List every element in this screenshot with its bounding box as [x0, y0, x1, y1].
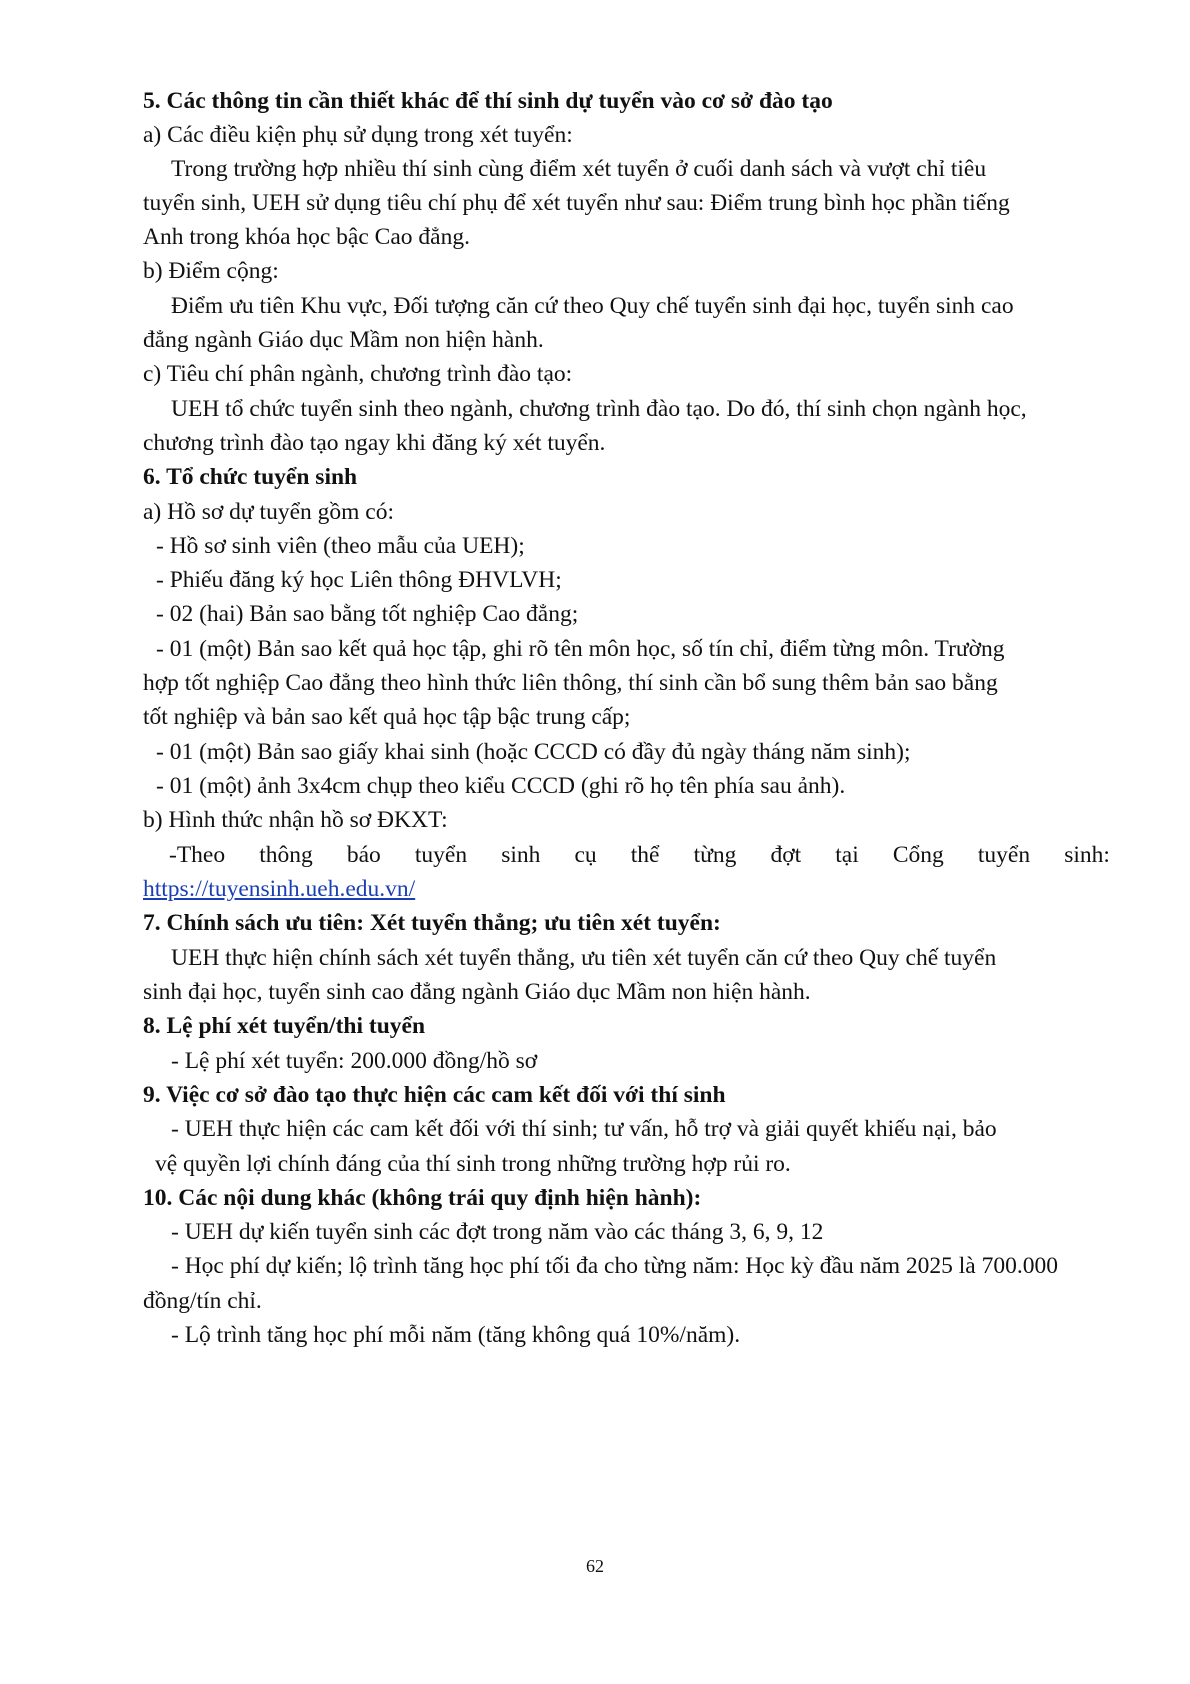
s5-a-title: a) Các điều kiện phụ sử dụng trong xét tuyển: — [143, 122, 573, 148]
s6-b-word: -Theo — [169, 842, 226, 868]
s9-line-1: - UEH thực hiện các cam kết đối với thí sinh; tư vấn, hỗ trợ và giải quyết khiếu nại, bảo — [171, 1116, 997, 1142]
s10-line-1: - UEH dự kiến tuyển sinh các đợt trong năm vào các tháng 3, 6, 9, 12 — [171, 1219, 824, 1245]
s6-b-word: Cổng — [892, 842, 944, 868]
section-6-heading: 6. Tổ chức tuyển sinh — [143, 464, 358, 490]
s6-b-word: sinh: — [1064, 842, 1110, 868]
s6-b-word: tuyển — [977, 842, 1031, 868]
page-number: 62 — [586, 1556, 604, 1576]
s6-b-word: sinh — [501, 842, 541, 868]
s6-item-1: - Hồ sơ sinh viên (theo mẫu của UEH); — [156, 533, 525, 559]
s6-b-word: đợt — [770, 842, 802, 868]
s5-a-line-2: tuyển sinh, UEH sử dụng tiêu chí phụ để xét tuyển như sau: Điểm trung bình học phần tiếng — [143, 190, 1010, 216]
s5-b-title: b) Điểm cộng: — [143, 258, 279, 284]
s6-b-word: cụ — [574, 842, 597, 868]
section-8-heading: 8. Lệ phí xét tuyển/thi tuyển — [143, 1013, 426, 1039]
s6-b-word: tại — [835, 842, 859, 868]
s6-item-6: - 01 (một) ảnh 3x4cm chụp theo kiểu CCCD (ghi rõ họ tên phía sau ảnh). — [156, 773, 846, 799]
tuyensinh-link[interactable]: https://tuyensinh.ueh.edu.vn/ — [143, 876, 416, 902]
s6-b-word: thể — [630, 842, 660, 868]
s5-a-line-1: Trong trường hợp nhiều thí sinh cùng điểm xét tuyển ở cuối danh sách và vượt chỉ tiêu — [171, 156, 987, 182]
section-7-heading: 7. Chính sách ưu tiên: Xét tuyển thẳng; ưu tiên xét tuyển: — [143, 910, 721, 936]
s8-line-1: - Lệ phí xét tuyển: 200.000 đồng/hồ sơ — [171, 1048, 538, 1074]
s6-item-4-line-2: hợp tốt nghiệp Cao đẳng theo hình thức liên thông, thí sinh cần bổ sung thêm bản sao bằng — [143, 670, 998, 696]
s6-b-word: tuyển — [414, 842, 468, 868]
s6-b-line — [169, 840, 1110, 870]
s6-b-word: thông — [259, 842, 313, 868]
s10-line-3: đồng/tín chỉ. — [143, 1288, 262, 1314]
s6-b-title: b) Hình thức nhận hồ sơ ĐKXT: — [143, 807, 448, 833]
s6-b-word: báo — [346, 842, 381, 868]
s9-line-2: vệ quyền lợi chính đáng của thí sinh trong những trường hợp rủi ro. — [155, 1151, 791, 1177]
s10-line-4: - Lộ trình tăng học phí mỗi năm (tăng không quá 10%/năm). — [171, 1322, 741, 1348]
s6-item-3: - 02 (hai) Bản sao bằng tốt nghiệp Cao đẳng; — [156, 601, 579, 627]
s6-a-title: a) Hồ sơ dự tuyển gồm có: — [143, 499, 394, 525]
s5-a-line-3: Anh trong khóa học bậc Cao đẳng. — [143, 224, 470, 250]
s7-line-2: sinh đại học, tuyển sinh cao đẳng ngành Giáo dục Mầm non hiện hành. — [143, 979, 811, 1005]
s5-c-line-1: UEH tổ chức tuyển sinh theo ngành, chương trình đào tạo. Do đó, thí sinh chọn ngành học, — [171, 396, 1027, 422]
s6-item-4-line-3: tốt nghiệp và bản sao kết quả học tập bậc trung cấp; — [143, 704, 631, 730]
s6-item-2: - Phiếu đăng ký học Liên thông ĐHVLVH; — [156, 567, 562, 593]
s10-line-2: - Học phí dự kiến; lộ trình tăng học phí tối đa cho từng năm: Học kỳ đầu năm 2025 là 700.000 — [171, 1253, 1058, 1279]
s5-b-line-1: Điểm ưu tiên Khu vực, Đối tượng căn cứ theo Quy chế tuyển sinh đại học, tuyển sinh cao — [171, 293, 1014, 319]
section-9-heading: 9. Việc cơ sở đào tạo thực hiện các cam kết đối với thí sinh — [143, 1082, 726, 1108]
s5-c-line-2: chương trình đào tạo ngay khi đăng ký xét tuyển. — [143, 430, 606, 456]
s6-b-link-line — [143, 874, 415, 904]
s6-item-5: - 01 (một) Bản sao giấy khai sinh (hoặc CCCD có đầy đủ ngày tháng năm sinh); — [156, 739, 911, 765]
s5-b-line-2: đẳng ngành Giáo dục Mầm non hiện hành. — [143, 327, 544, 353]
section-5-heading: 5. Các thông tin cần thiết khác để thí sinh dự tuyển vào cơ sở đào tạo — [143, 88, 833, 114]
s7-line-1: UEH thực hiện chính sách xét tuyển thẳng, ưu tiên xét tuyển căn cứ theo Quy chế tuyển — [171, 945, 997, 971]
s6-item-4-line-1: - 01 (một) Bản sao kết quả học tập, ghi rõ tên môn học, số tín chỉ, điểm từng môn. Trường — [156, 636, 1005, 662]
s5-c-title: c) Tiêu chí phân ngành, chương trình đào tạo: — [143, 361, 573, 387]
s6-b-word: từng — [693, 842, 737, 868]
section-10-heading: 10. Các nội dung khác (không trái quy định hiện hành): — [143, 1185, 702, 1211]
